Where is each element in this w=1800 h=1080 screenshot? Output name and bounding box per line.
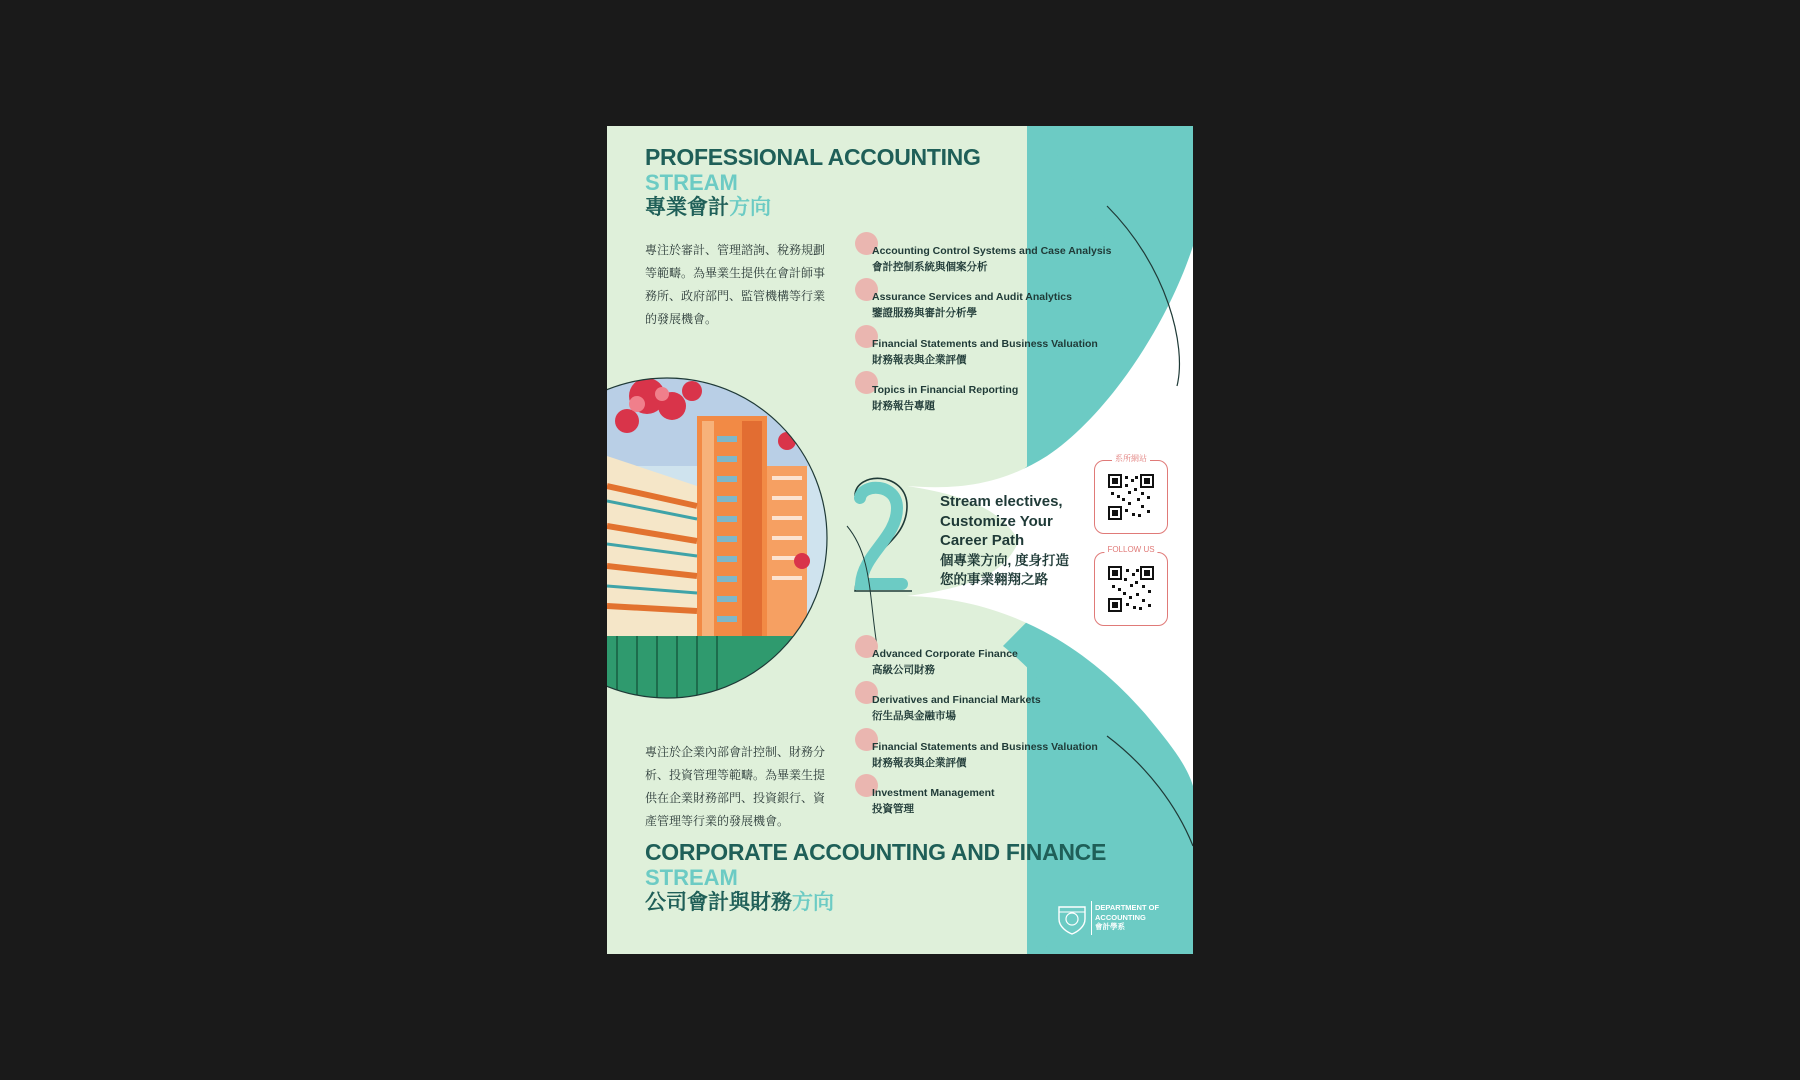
- top-title-zh-accent: 方向: [729, 196, 771, 219]
- qr-follow-us[interactable]: [1094, 545, 1168, 626]
- logo-divider: [1091, 901, 1092, 935]
- qr-code-icon: [1108, 474, 1154, 520]
- university-seal-icon: [1055, 901, 1089, 935]
- tagline-zh-2: 您的事業翱翔之路: [940, 571, 1048, 587]
- department-name: [1095, 903, 1159, 932]
- bottom-description: 專注於企業內部會計控制、財務分析、投資管理等範疇。為畢業生提供在企業財務部門、投資銀行、資產管理等行業的發展機會。: [645, 745, 826, 828]
- qr-website-label: 系所網站: [1112, 453, 1150, 464]
- course-en: Investment Management: [872, 787, 995, 799]
- top-description: 專注於審計、管理諮詢、稅務規劃等範疇。為畢業生提供在會計師事務所、政府部門、監管機構等行業的發展機會。: [645, 243, 826, 326]
- bottom-title-zh-main: 公司會計與財務: [645, 891, 792, 914]
- course-zh: 財務報表與企業評價: [872, 354, 967, 366]
- poster: [607, 126, 1193, 954]
- bottom-course-item: [872, 694, 1172, 723]
- qr-website[interactable]: [1094, 454, 1168, 534]
- course-en: Advanced Corporate Finance: [872, 648, 1018, 660]
- top-title-en-line1: PROFESSIONAL ACCOUNTING: [645, 144, 981, 170]
- top-course-item: [872, 291, 1172, 320]
- top-title-zh: [645, 196, 771, 220]
- tagline-en-2: Customize Your: [940, 512, 1053, 530]
- course-zh: 投資管理: [872, 803, 914, 815]
- bottom-title-en-line1: CORPORATE ACCOUNTING AND FINANCE: [645, 839, 1107, 865]
- course-en: Assurance Services and Audit Analytics: [872, 291, 1072, 303]
- tagline-zh-1: 個專業方向, 度身打造: [940, 552, 1070, 568]
- course-zh: 財務報告專題: [872, 400, 935, 412]
- dept-line3: 會計學系: [1095, 922, 1125, 931]
- top-title-zh-main: 專業會計: [645, 196, 729, 219]
- bottom-title-zh-accent: 方向: [792, 891, 834, 914]
- bottom-title-zh: [645, 891, 834, 915]
- top-course-item: [872, 338, 1172, 367]
- bottom-course-item: [872, 787, 1172, 816]
- department-logo: [1055, 901, 1180, 941]
- dept-line2: ACCOUNTING: [1095, 912, 1146, 922]
- course-en: Financial Statements and Business Valuation: [872, 741, 1098, 753]
- tagline-en-3: Career Path: [940, 532, 1025, 549]
- course-zh: 高級公司財務: [872, 664, 935, 676]
- qr-follow-label: FOLLOW US: [1104, 545, 1157, 554]
- course-zh: 財務報表與企業評價: [872, 757, 967, 769]
- course-en: Topics in Financial Reporting: [872, 384, 1019, 396]
- bottom-course-item: [872, 741, 1172, 770]
- course-en: Financial Statements and Business Valuation: [872, 338, 1098, 350]
- course-en: Accounting Control Systems and Case Analysis: [872, 245, 1112, 257]
- tagline-en-1: Stream electives,: [940, 493, 1063, 510]
- top-course-item: [872, 384, 1172, 413]
- course-zh: 鑒證服務與審計分析學: [872, 307, 977, 319]
- top-course-item: [872, 245, 1172, 274]
- course-zh: 衍生品與金融市場: [872, 710, 956, 722]
- dept-line1: DEPARTMENT OF: [1095, 903, 1160, 912]
- bottom-course-item: [872, 648, 1172, 677]
- course-zh: 會計控制系統與個案分析: [872, 261, 988, 273]
- campus-building-illustration: [607, 376, 842, 701]
- course-en: Derivatives and Financial Markets: [872, 694, 1041, 706]
- top-title-en-line2: STREAM: [645, 170, 738, 195]
- bottom-title-en-line2: STREAM: [645, 865, 738, 890]
- qr-code-icon: [1108, 566, 1154, 612]
- center-tagline: [940, 492, 1090, 589]
